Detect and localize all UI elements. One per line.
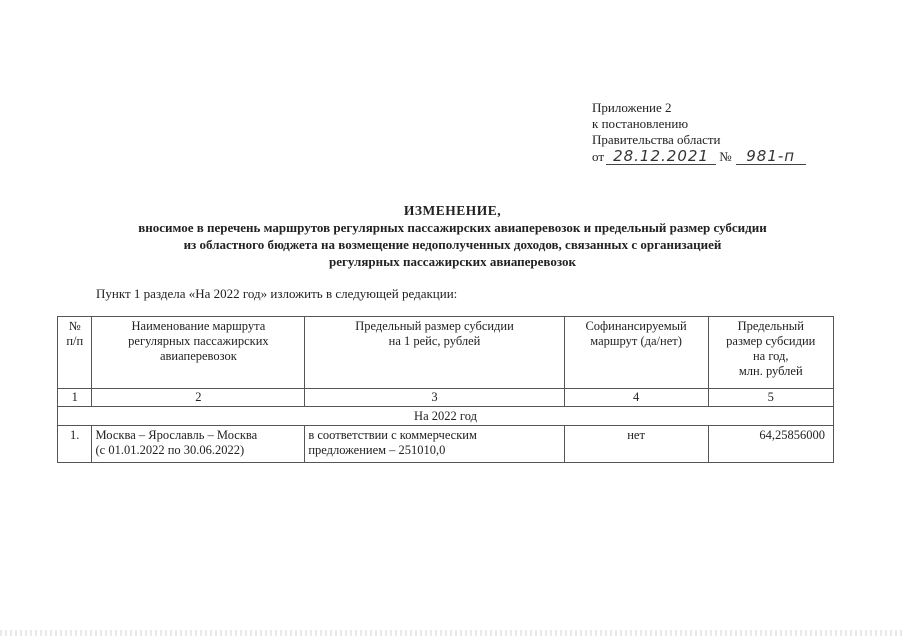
title-line-4: регулярных пассажирских авиаперевозок (328, 254, 577, 269)
route-period: (с 01.01.2022 по 30.06.2022) (95, 443, 245, 457)
column-number: 1 (58, 389, 92, 407)
table-row (58, 426, 834, 463)
section-row (58, 407, 834, 426)
header-col-subsidy-per-flight (305, 317, 564, 389)
header-text: п/п (66, 334, 84, 348)
subsidy-text: в соответствии с коммерческим (308, 428, 477, 442)
header-text: Наименование маршрута (131, 319, 266, 333)
header-col-annual-limit (708, 317, 833, 389)
header-text: на год, (752, 349, 789, 363)
header-text: млн. рублей (738, 364, 803, 378)
row-subsidy-per-flight (305, 426, 564, 463)
row-cofinanced: нет (564, 426, 708, 463)
row-number: 1. (58, 426, 92, 463)
column-number: 2 (92, 389, 305, 407)
subsidy-text: предложением – 251010,0 (308, 443, 446, 457)
header-col-route (92, 317, 305, 389)
header-text: Предельный (737, 319, 804, 333)
document-title (0, 202, 905, 270)
title-line-1: ИЗМЕНЕНИЕ, (403, 203, 502, 218)
table-header-row (58, 317, 834, 389)
from-label: от (592, 149, 605, 164)
header-col-number (58, 317, 92, 389)
appendix-line-2: к постановлению (592, 116, 689, 131)
header-text: № (68, 319, 81, 333)
section-label: На 2022 год (58, 407, 834, 426)
header-text: регулярных пассажирских (128, 334, 269, 348)
header-text: Софинансируемый (585, 319, 687, 333)
row-annual-limit: 64,25856000 (708, 426, 833, 463)
title-line-3: из областного бюджета на возмещение недополученных доходов, связанных с организацией (183, 237, 722, 252)
row-route (92, 426, 305, 463)
column-number: 3 (305, 389, 564, 407)
column-number: 5 (708, 389, 833, 407)
appendix-line-3: Правительства области (592, 132, 721, 147)
column-number-row (58, 389, 834, 407)
routes-table (57, 316, 834, 463)
route-name: Москва – Ярославль – Москва (95, 428, 258, 442)
appendix-block (592, 100, 806, 165)
header-text: маршрут (да/нет) (590, 334, 682, 348)
header-text: Предельный размер субсидии (355, 319, 514, 333)
scan-footer-noise (0, 630, 905, 636)
column-number: 4 (564, 389, 708, 407)
header-col-cofinanced (564, 317, 708, 389)
appendix-date-number-line (592, 148, 806, 165)
title-line-2: вносимое в перечень маршрутов регулярных пассажирских авиаперевозок и предельный размер субсидии (138, 220, 767, 235)
header-text: размер субсидии (726, 334, 816, 348)
appendix-line-1: Приложение 2 (592, 100, 672, 115)
number-label: № (719, 149, 732, 164)
intro-paragraph: Пункт 1 раздела «На 2022 год» изложить в следующей редакции: (96, 286, 458, 301)
header-text: авиаперевозок (159, 349, 237, 363)
header-text: на 1 рейс, рублей (388, 334, 481, 348)
handwritten-date: 28.12.2021 (606, 148, 716, 165)
handwritten-number: 981-п (736, 148, 806, 165)
